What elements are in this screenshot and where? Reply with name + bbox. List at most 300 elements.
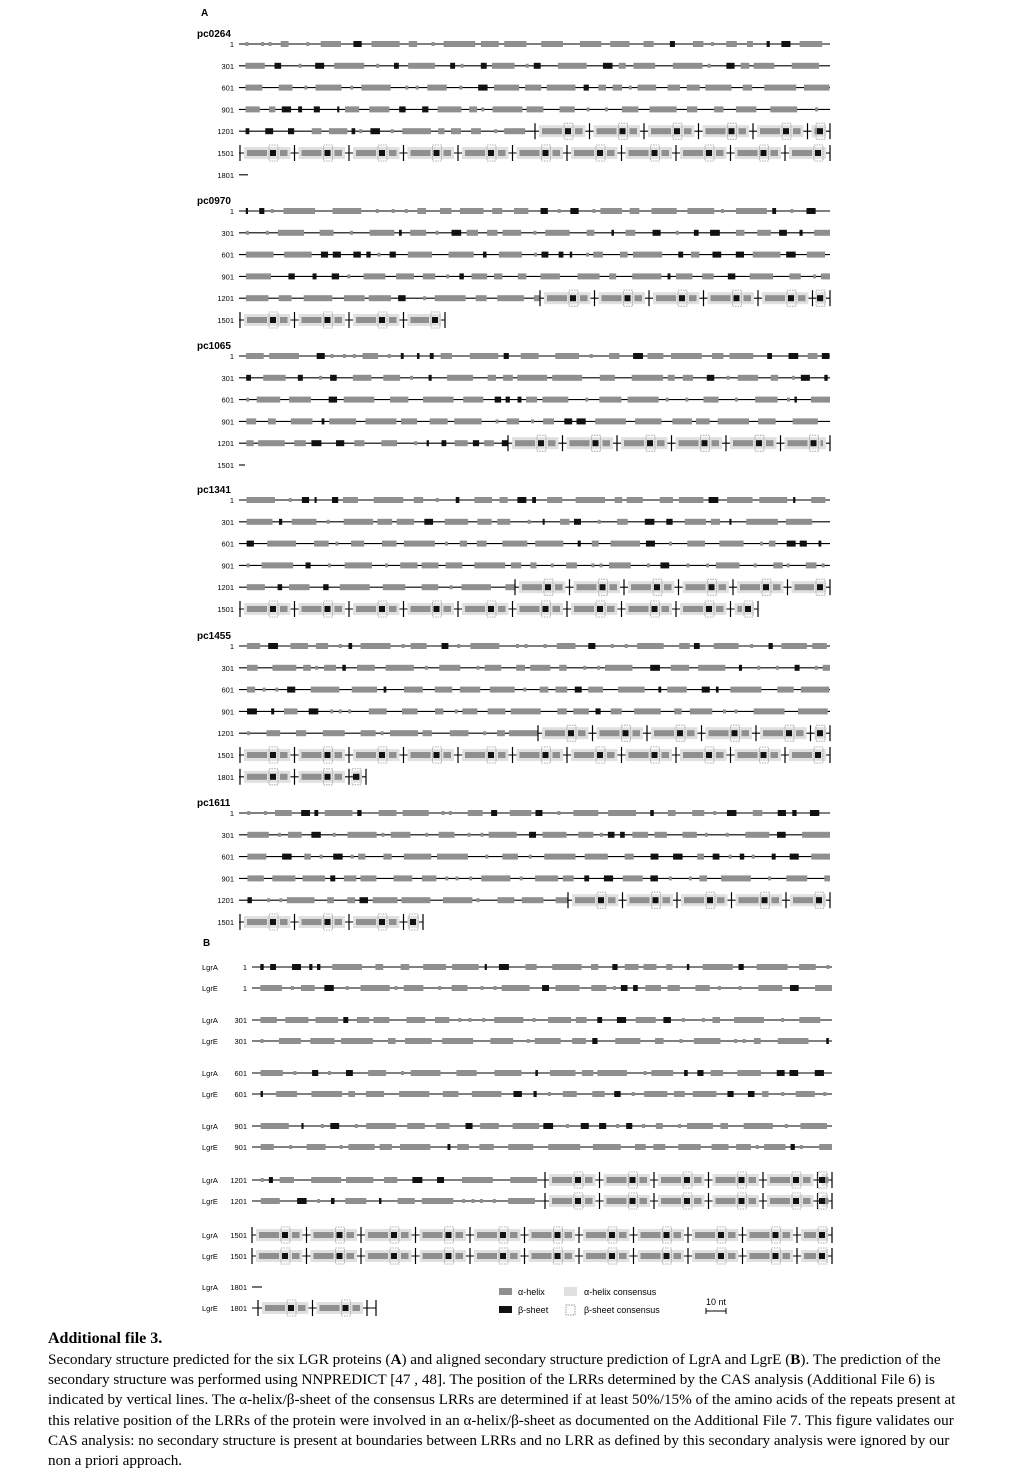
row-start-label: 601: [234, 1090, 247, 1099]
helix-segment: [687, 106, 697, 112]
helix-segment: [669, 542, 672, 546]
sheet-segment: [678, 252, 683, 258]
helix-segment: [636, 1017, 656, 1023]
helix-segment: [446, 562, 463, 568]
helix-segment: [644, 964, 657, 970]
helix-segment: [314, 1232, 334, 1238]
helix-segment: [416, 86, 419, 90]
helix-segment: [353, 375, 372, 381]
sheet-segment: [817, 295, 823, 301]
helix-segment: [768, 876, 771, 880]
sheet-segment: [353, 774, 359, 780]
helix-segment: [508, 1144, 533, 1150]
sheet-segment: [790, 854, 799, 860]
row-start-label: 1501: [230, 1252, 247, 1261]
helix-segment: [742, 730, 750, 736]
helix-segment: [325, 810, 353, 816]
helix-segment: [292, 519, 317, 525]
helix-segment: [531, 419, 534, 423]
helix-segment: [353, 354, 356, 358]
helix-segment: [714, 106, 723, 112]
helix-segment: [792, 376, 795, 380]
helix-segment: [411, 643, 427, 649]
helix-segment: [763, 730, 783, 736]
helix-segment: [825, 1177, 829, 1183]
track: [239, 687, 830, 693]
helix-segment: [370, 230, 395, 236]
helix-segment: [547, 497, 562, 503]
helix-segment: [578, 832, 593, 838]
sheet-segment: [816, 897, 822, 903]
sheet-segment: [346, 1070, 353, 1076]
helix-segment: [738, 752, 758, 758]
helix-segment: [825, 1198, 829, 1204]
helix-segment: [770, 1177, 790, 1183]
helix-segment: [716, 150, 724, 156]
helix-segment: [599, 397, 621, 403]
helix-segment: [247, 752, 267, 758]
helix-segment: [697, 854, 704, 860]
sheet-segment: [333, 252, 341, 258]
sheet-segment: [322, 418, 325, 424]
row-start-label: 901: [221, 105, 234, 115]
helix-segment: [438, 106, 462, 112]
protein-name: LgrA: [202, 1122, 218, 1131]
helix-segment: [744, 1123, 773, 1129]
helix-segment: [695, 1232, 715, 1238]
helix-segment: [586, 253, 589, 257]
sheet-segment: [791, 1144, 795, 1150]
sheet-segment: [412, 1177, 422, 1183]
helix-segment: [800, 1145, 803, 1149]
sheet-segment: [732, 730, 738, 736]
helix-segment: [708, 64, 711, 68]
helix-segment: [657, 440, 665, 446]
helix-segment: [314, 541, 329, 547]
sheet-segment: [633, 985, 638, 991]
helix-segment: [333, 833, 336, 837]
helix-segment: [449, 252, 474, 258]
helix-segment: [485, 665, 501, 671]
helix-segment: [335, 752, 343, 758]
helix-segment: [580, 41, 601, 47]
sheet-segment: [817, 584, 823, 590]
helix-segment: [585, 398, 588, 402]
helix-segment: [765, 295, 785, 301]
helix-segment: [348, 1144, 374, 1150]
helix-segment: [280, 1177, 294, 1183]
helix-segment: [507, 418, 520, 424]
sheet-segment: [541, 252, 548, 258]
helix-segment: [560, 519, 569, 525]
helix-segment: [439, 665, 460, 671]
sheet-segment: [694, 230, 699, 236]
helix-segment: [405, 209, 408, 213]
helix-segment: [361, 85, 390, 91]
helix-segment: [269, 106, 275, 112]
helix-segment: [552, 375, 582, 381]
helix-segment: [520, 150, 540, 156]
helix-segment: [481, 986, 484, 990]
helix-segment: [617, 519, 628, 525]
panel-a-label: A: [201, 8, 209, 19]
sheet-segment: [617, 1017, 626, 1023]
sheet-segment: [343, 1305, 349, 1311]
row-start-label: 901: [234, 1143, 247, 1152]
helix-segment: [535, 541, 563, 547]
helix-segment: [333, 208, 362, 214]
helix-segment: [773, 562, 782, 568]
sheet-segment: [773, 1232, 779, 1238]
helix-segment: [798, 295, 806, 301]
panel-b-tracks: [202, 963, 832, 1316]
helix-segment: [376, 64, 379, 68]
sheet-segment: [325, 774, 331, 780]
caption-text: Secondary structure predicted for the six LGR proteins (: [48, 1351, 391, 1368]
helix-segment: [380, 1144, 392, 1150]
track: [252, 1123, 832, 1129]
helix-segment: [548, 1017, 571, 1023]
sheet-segment: [529, 832, 536, 838]
sheet-segment: [597, 150, 603, 156]
helix-segment: [410, 376, 413, 380]
helix-segment: [488, 375, 496, 381]
helix-segment: [351, 855, 354, 859]
helix-segment: [432, 42, 435, 46]
row-start-label: 1201: [217, 729, 234, 739]
sheet-segment: [555, 1253, 561, 1259]
helix-segment: [328, 563, 331, 567]
helix-segment: [345, 562, 372, 568]
sheet-segment: [800, 541, 807, 547]
row-start-label: 301: [234, 1037, 247, 1046]
sheet-segment: [450, 63, 455, 69]
helix-segment: [435, 708, 443, 714]
sheet-segment: [687, 964, 689, 970]
track: [239, 643, 830, 649]
row-start-label: 1201: [217, 127, 234, 137]
helix-segment: [513, 1123, 540, 1129]
sheet-segment: [684, 1070, 688, 1076]
protein-name: LgrA: [202, 1176, 218, 1185]
helix-segment: [347, 1253, 355, 1259]
helix-segment: [781, 1018, 784, 1022]
helix-segment: [503, 230, 522, 236]
helix-segment: [764, 85, 796, 91]
helix-segment: [472, 273, 488, 279]
helix-segment: [790, 273, 801, 279]
sheet-segment: [309, 708, 319, 714]
helix-segment: [827, 965, 830, 969]
helix-segment: [389, 317, 397, 323]
helix-segment: [247, 150, 267, 156]
helix-segment: [551, 563, 554, 567]
helix-segment: [819, 1144, 832, 1150]
sheet-segment: [819, 541, 822, 547]
row-start-label: 901: [234, 1122, 247, 1131]
sheet-segment: [815, 1070, 824, 1076]
sheet-segment: [817, 128, 823, 134]
helix-segment: [687, 541, 705, 547]
sheet-segment: [379, 606, 385, 612]
helix-segment: [592, 541, 599, 547]
helix-segment: [381, 833, 384, 837]
helix-segment: [465, 752, 485, 758]
helix-segment: [450, 730, 469, 736]
helix-segment: [311, 687, 340, 693]
helix-segment: [634, 708, 661, 714]
helix-segment: [559, 665, 566, 671]
sheet-segment: [317, 964, 320, 970]
row-start-label: 1: [229, 496, 234, 505]
protein-name: pc0264: [197, 29, 231, 40]
helix-segment: [683, 752, 703, 758]
helix-segment: [390, 397, 408, 403]
helix-segment: [633, 63, 655, 69]
sheet-segment: [309, 964, 312, 970]
helix-segment: [783, 1253, 791, 1259]
helix-segment: [271, 209, 274, 213]
sheet-segment: [543, 606, 549, 612]
helix-segment: [350, 86, 353, 90]
sheet-segment: [499, 964, 509, 970]
helix-segment: [247, 497, 275, 503]
helix-segment: [260, 1039, 263, 1043]
helix-segment: [344, 397, 375, 403]
helix-segment: [705, 85, 731, 91]
row-start-label: 1: [229, 352, 234, 361]
sheet-segment: [806, 208, 815, 214]
helix-segment: [783, 1232, 791, 1238]
helix-segment: [278, 230, 304, 236]
sheet-segment: [424, 519, 433, 525]
helix-segment: [494, 85, 519, 91]
helix-segment: [737, 1070, 761, 1076]
sheet-segment: [337, 1253, 343, 1259]
helix-segment: [786, 875, 807, 881]
helix-segment: [452, 964, 479, 970]
helix-segment: [463, 397, 483, 403]
helix-segment: [669, 876, 672, 880]
helix-segment: [377, 253, 380, 257]
sheet-segment: [599, 1123, 606, 1129]
helix-segment: [401, 1071, 404, 1075]
helix-segment: [261, 42, 264, 46]
helix-segment: [527, 1039, 530, 1043]
helix-segment: [409, 41, 417, 47]
helix-segment: [279, 898, 282, 902]
helix-segment: [808, 353, 818, 359]
track: [239, 854, 830, 860]
sheet-segment: [786, 252, 795, 258]
helix-segment: [284, 708, 298, 714]
sheet-segment: [325, 606, 331, 612]
sheet-segment: [298, 106, 302, 112]
row-start-label: 901: [221, 874, 234, 884]
sheet-segment: [824, 375, 827, 381]
helix-segment: [381, 440, 397, 446]
helix-segment: [622, 106, 639, 112]
helix-segment: [576, 497, 605, 503]
helix-segment: [712, 1144, 729, 1150]
sheet-segment: [575, 687, 582, 693]
sheet-segment: [650, 875, 657, 881]
helix-segment: [272, 875, 295, 881]
helix-segment: [454, 418, 481, 424]
helix-segment: [414, 497, 423, 503]
sheet-segment: [357, 810, 361, 816]
helix-segment: [532, 1253, 552, 1259]
helix-segment: [597, 128, 617, 134]
helix-segment: [565, 1232, 573, 1238]
helix-segment: [346, 1177, 373, 1183]
helix-segment: [269, 42, 272, 46]
sheet-segment: [570, 295, 576, 301]
helix-segment: [477, 519, 491, 525]
helix-segment: [586, 1232, 606, 1238]
row-start-label: 1201: [217, 896, 234, 906]
helix-segment: [465, 150, 485, 156]
helix-segment: [540, 273, 559, 279]
helix-segment: [292, 1232, 300, 1238]
helix-segment: [591, 563, 594, 567]
helix-segment: [618, 687, 645, 693]
track: [239, 541, 830, 547]
helix-segment: [359, 129, 362, 133]
helix-segment: [462, 584, 491, 590]
helix-segment: [355, 1124, 358, 1128]
helix-segment: [314, 1253, 334, 1259]
helix-segment: [793, 897, 813, 903]
helix-segment: [679, 643, 689, 649]
row-start-label: 1501: [217, 461, 234, 470]
helix-segment: [435, 1017, 449, 1023]
sheet-segment: [769, 643, 773, 649]
sheet-segment: [488, 752, 494, 758]
sheet-segment: [292, 964, 301, 970]
helix-segment: [498, 752, 506, 758]
helix-segment: [788, 440, 808, 446]
helix-segment: [298, 1305, 306, 1311]
sheet-segment: [597, 606, 603, 612]
helix-segment: [445, 519, 468, 525]
helix-segment: [335, 317, 343, 323]
sheet-segment: [706, 752, 712, 758]
sheet-segment: [246, 128, 250, 134]
helix-segment: [527, 106, 544, 112]
helix-segment: [607, 1177, 627, 1183]
helix-segment: [644, 1091, 667, 1097]
helix-segment: [811, 854, 830, 860]
sheet-segment: [819, 1253, 825, 1259]
helix-segment: [247, 832, 269, 838]
helix-segment: [542, 128, 562, 134]
sheet-segment: [555, 1232, 561, 1238]
helix-segment: [787, 563, 790, 567]
sheet-segment: [279, 519, 282, 525]
row-start-label: 301: [221, 830, 234, 840]
helix-segment: [558, 209, 561, 213]
sheet-segment: [247, 541, 254, 547]
helix-segment: [334, 63, 364, 69]
row-start-label: 301: [221, 373, 234, 383]
helix-segment: [423, 1253, 443, 1259]
helix-segment: [488, 708, 506, 714]
track: [239, 230, 830, 236]
helix-segment: [477, 898, 480, 902]
row-start-label: 1501: [230, 1231, 247, 1240]
sheet-segment: [315, 63, 324, 69]
sheet-segment: [337, 106, 339, 112]
caption-text: ) and aligned secondary structure prediction of LgrA and LgrE (: [401, 1351, 791, 1368]
sheet-segment: [342, 665, 346, 671]
helix-segment: [487, 230, 497, 236]
helix-segment: [247, 811, 250, 815]
helix-segment: [267, 898, 270, 902]
helix-segment: [738, 606, 743, 612]
helix-segment: [280, 919, 288, 925]
helix-segment: [422, 875, 436, 881]
helix-segment: [812, 643, 827, 649]
sheet-segment: [660, 562, 669, 568]
sheet-segment: [792, 810, 796, 816]
legend-sheet-consensus-swatch: [566, 1305, 575, 1315]
helix-segment: [516, 665, 525, 671]
sheet-segment: [564, 418, 572, 424]
sheet-segment: [448, 1144, 451, 1150]
track: [239, 312, 445, 328]
protein-name: pc1455: [197, 631, 231, 642]
helix-segment: [649, 106, 676, 112]
row-start-label: 1201: [217, 294, 234, 304]
sheet-segment: [734, 295, 740, 301]
row-start-label: 1: [242, 963, 247, 972]
helix-segment: [388, 354, 391, 358]
sheet-segment: [422, 106, 428, 112]
helix-segment: [503, 375, 513, 381]
helix-segment: [824, 875, 830, 881]
helix-segment: [261, 1198, 280, 1204]
helix-segment: [442, 811, 445, 815]
sheet-segment: [379, 1198, 381, 1204]
sheet-segment: [353, 252, 361, 258]
helix-segment: [263, 688, 266, 692]
helix-segment: [315, 666, 318, 670]
row-start-label: 601: [221, 539, 234, 549]
legend-helix-swatch: [499, 1288, 512, 1295]
helix-segment: [647, 563, 650, 567]
sheet-segment: [332, 497, 338, 503]
helix-segment: [641, 1232, 661, 1238]
helix-segment: [343, 354, 346, 358]
sheet-segment: [488, 606, 494, 612]
helix-segment: [609, 273, 616, 279]
helix-segment: [576, 1017, 587, 1023]
helix-segment: [289, 397, 311, 403]
sheet-segment: [391, 1232, 397, 1238]
sheet-segment: [713, 854, 720, 860]
helix-segment: [754, 563, 757, 567]
track: [239, 725, 830, 741]
helix-segment: [376, 209, 379, 213]
helix-segment: [479, 1144, 493, 1150]
helix-segment: [638, 85, 657, 91]
legend-sheet-consensus-label: β-sheet consensus: [584, 1305, 660, 1315]
helix-segment: [344, 519, 373, 525]
helix-segment: [278, 833, 281, 837]
helix-segment: [373, 1017, 389, 1023]
sheet-segment: [597, 752, 603, 758]
